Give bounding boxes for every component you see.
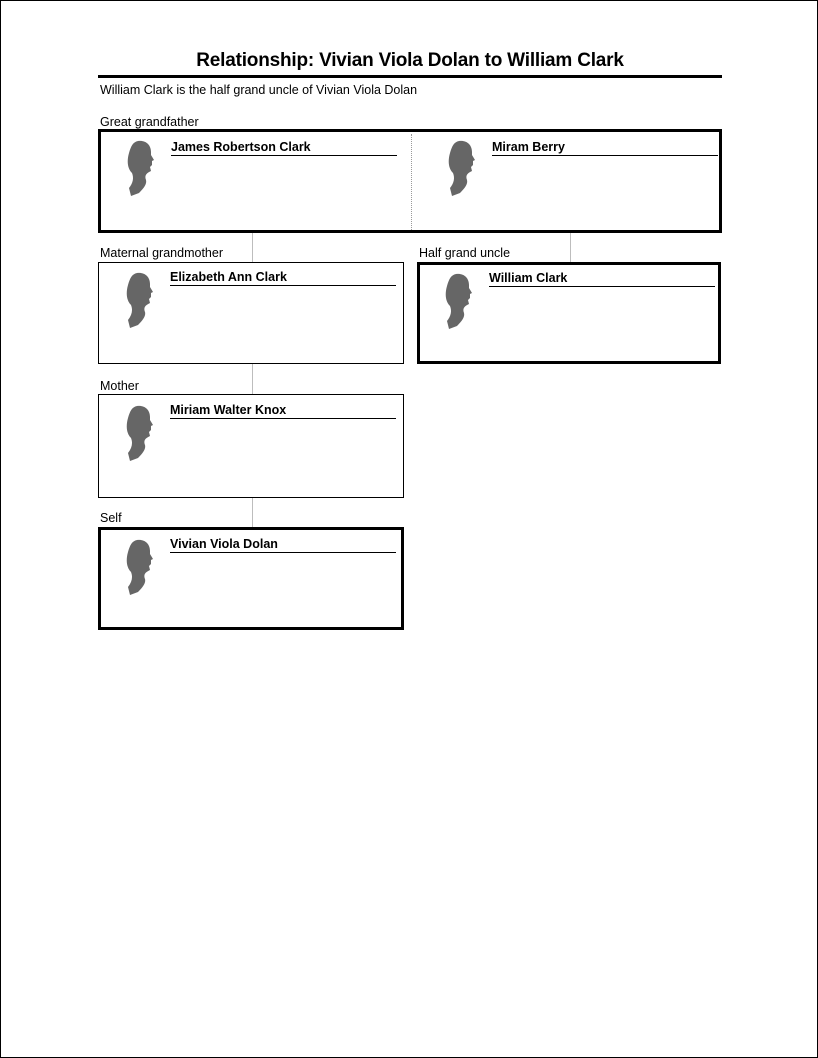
connector-gg-to-grandmother [252,231,253,263]
person-miriam-walter-knox[interactable] [120,403,346,493]
connector-gg-to-uncle [570,231,571,263]
label-half-grand-uncle: Half grand uncle [419,246,511,260]
couple-divider [411,134,412,230]
connector-grandmother-to-mother [252,363,253,395]
connector-mother-to-self [252,496,253,528]
relationship-summary: William Clark is the half grand uncle of Vivian Viola Dolan [100,83,418,97]
person-silhouette-icon [120,270,160,330]
person-silhouette-icon [120,537,160,597]
person-elizabeth-ann-clark[interactable] [120,270,346,360]
page-title: Relationship: Vivian Viola Dolan to William Clark [196,50,624,71]
title-rule [98,75,722,78]
person-name[interactable]: Vivian Viola Dolan [170,537,396,553]
label-great-grandfather: Great grandfather [100,115,199,129]
person-silhouette-icon [121,138,161,198]
person-name[interactable]: William Clark [489,271,715,287]
person-james-robertson-clark[interactable] [121,138,347,228]
person-silhouette-icon [120,403,160,463]
person-silhouette-icon [442,138,482,198]
couple-card-great-grandparents[interactable] [98,129,722,233]
person-card-miriam-walter-knox[interactable] [98,394,404,498]
person-name[interactable]: Elizabeth Ann Clark [170,270,396,286]
label-mother: Mother [100,379,139,393]
person-name[interactable]: James Robertson Clark [171,140,397,156]
person-name[interactable]: Miriam Walter Knox [170,403,396,419]
person-name[interactable]: Miram Berry [492,140,718,156]
person-william-clark[interactable] [439,271,665,361]
person-card-vivian-viola-dolan[interactable] [98,527,404,630]
person-miram-berry[interactable] [442,138,668,228]
label-maternal-grandmother: Maternal grandmother [100,246,223,260]
person-card-william-clark[interactable] [417,262,721,364]
person-vivian-viola-dolan[interactable] [120,537,346,627]
person-silhouette-icon [439,271,479,331]
person-card-elizabeth-ann-clark[interactable] [98,262,404,364]
label-self: Self [100,511,122,525]
